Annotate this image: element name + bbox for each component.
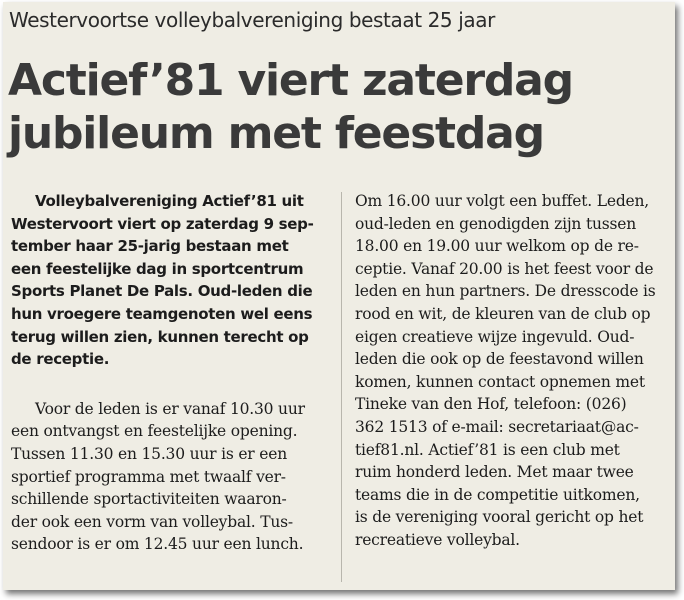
column-right: [355, 190, 671, 552]
text-line: teams die in de competitie uitkomen,: [355, 485, 640, 504]
text-line: ruim honderd leden. Met maar twee: [355, 463, 634, 482]
text-line: een feestelijke dag in sportcentrum: [11, 259, 304, 278]
text-line: Om 16.00 uur volgt een buffet. Leden,: [355, 192, 650, 210]
text-line: eigen creatieve wijze ingevuld. Oud-: [355, 327, 635, 346]
text-line: leden en hun partners. De dresscode is: [355, 282, 656, 301]
text-line: 362 1513 of e-mail: secretariaat@ac-: [355, 417, 639, 436]
text-line: is de vereniging vooral gericht op het: [355, 508, 644, 527]
text-line: der ook een vorm van volleybal. Tus-: [11, 512, 293, 531]
text-line: tief81.nl. Actief’81 is een club met: [355, 440, 620, 459]
text-line: tember haar 25-jarig bestaan met: [11, 237, 289, 256]
text-line: terug willen zien, kunnen terecht op: [11, 327, 309, 346]
text-line: Tussen 11.30 en 15.30 uur is er een: [11, 444, 287, 463]
text-line: 18.00 en 19.00 uur welkom op de re-: [355, 237, 639, 256]
text-line: een ontvangst en feestelijke opening.: [11, 422, 298, 441]
text-line: Westervoort viert op zaterdag 9 sep-: [11, 214, 314, 233]
text-line: sendoor is er om 12.45 uur een lunch.: [11, 535, 304, 554]
headline-line: jubileum met feestdag: [8, 108, 544, 159]
column-divider: [341, 192, 342, 582]
text-line: recreatieve volleybal.: [355, 530, 520, 549]
body-paragraph: [11, 398, 329, 556]
column-left: [11, 190, 329, 556]
text-line: Tineke van den Hof, telefoon: (026): [355, 395, 627, 414]
article-headline: [8, 54, 573, 160]
text-line: ceptie. Vanaf 20.00 is het feest voor de: [355, 259, 654, 278]
text-line: komen, kunnen contact opnemen met: [355, 372, 645, 391]
text-line: rood en wit, de kleuren van de club op: [355, 304, 651, 323]
text-line: de receptie.: [11, 350, 110, 369]
text-line: oud-leden en genodigden zijn tussen: [355, 214, 637, 233]
text-line: schillende sportactiviteiten waaron-: [11, 490, 287, 509]
text-line: Volleybalvereniging Actief’81 uit: [35, 192, 304, 210]
text-line: sportief programma met twaalf ver-: [11, 467, 286, 486]
lead-paragraph: [11, 190, 329, 371]
headline-line: Actief’81 viert zaterdag: [8, 55, 573, 106]
text-line: leden die ook op de feestavond willen: [355, 350, 644, 369]
text-line: hun vroegere teamgenoten wel eens: [11, 304, 313, 323]
text-line: Voor de leden is er vanaf 10.30 uur: [35, 399, 305, 418]
article-kicker: Westervoortse volleybalvereniging bestaat 25 jaar: [9, 8, 495, 32]
text-line: Sports Planet De Pals. Oud-leden die: [11, 282, 313, 301]
newspaper-clipping: [3, 2, 675, 590]
